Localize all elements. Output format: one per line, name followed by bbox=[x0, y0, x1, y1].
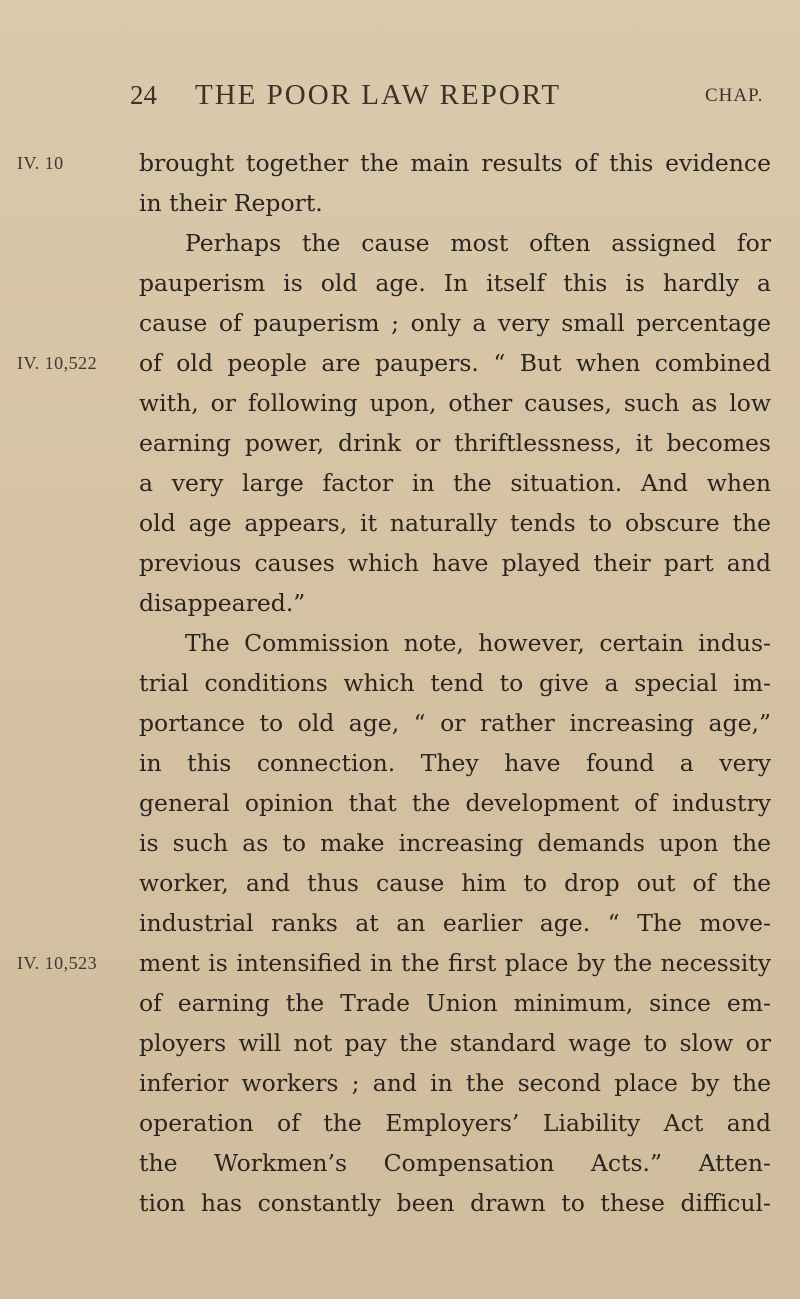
text-line: old age appears, it naturally tends to obscure the bbox=[139, 509, 771, 537]
text-line: ment is intensified in the first place by the necessity bbox=[139, 949, 771, 977]
running-header bbox=[130, 80, 800, 124]
text-line: general opinion that the development of industry bbox=[139, 789, 771, 817]
text-line: tion has constantly been drawn to these difficul- bbox=[139, 1189, 771, 1217]
chapter-label: CHAP. bbox=[705, 85, 764, 106]
text-line: operation of the Employers’ Liability Act and bbox=[139, 1109, 771, 1137]
text-line: of earning the Trade Union minimum, since em- bbox=[139, 989, 771, 1017]
text-line: previous causes which have played their part and bbox=[139, 549, 771, 577]
text-line: with, or following upon, other causes, such as low bbox=[139, 389, 771, 417]
margin-reference: IV. 10,523 bbox=[17, 953, 98, 973]
margin-reference: IV. 10,522 bbox=[17, 353, 98, 373]
text-line: pauperism is old age. In itself this is hardly a bbox=[139, 269, 771, 297]
text-line: Perhaps the cause most often assigned for bbox=[185, 229, 771, 257]
margin-reference: IV. 10 bbox=[17, 153, 64, 173]
text-line: trial conditions which tend to give a special im- bbox=[139, 669, 771, 697]
text-line: in their Report. bbox=[139, 189, 323, 217]
running-title: THE POOR LAW REPORT bbox=[195, 79, 562, 111]
text-line: ployers will not pay the standard wage to slow or bbox=[139, 1029, 771, 1057]
text-line: disappeared.” bbox=[139, 589, 306, 617]
text-line: brought together the main results of this evidence bbox=[139, 149, 771, 177]
text-line: of old people are paupers. “ But when combined bbox=[139, 349, 771, 377]
text-line: cause of pauperism ; only a very small percentage bbox=[139, 309, 771, 337]
text-line: a very large factor in the situation. And when bbox=[139, 469, 771, 497]
text-line: earning power, drink or thriftlessness, it becomes bbox=[139, 429, 771, 457]
text-line: the Workmen’s Compensation Acts.” Atten- bbox=[139, 1149, 771, 1177]
text-line: industrial ranks at an earlier age. “ The move- bbox=[139, 909, 771, 937]
page-number: 24 bbox=[130, 80, 157, 110]
text-line: The Commission note, however, certain indus- bbox=[185, 629, 771, 657]
text-line: portance to old age, “ or rather increasing age,” bbox=[139, 709, 771, 737]
text-line: worker, and thus cause him to drop out of the bbox=[139, 869, 771, 897]
text-line: in this connection. They have found a very bbox=[139, 749, 771, 777]
text-line: inferior workers ; and in the second place by the bbox=[139, 1069, 771, 1097]
text-line: is such as to make increasing demands upon the bbox=[139, 829, 771, 857]
